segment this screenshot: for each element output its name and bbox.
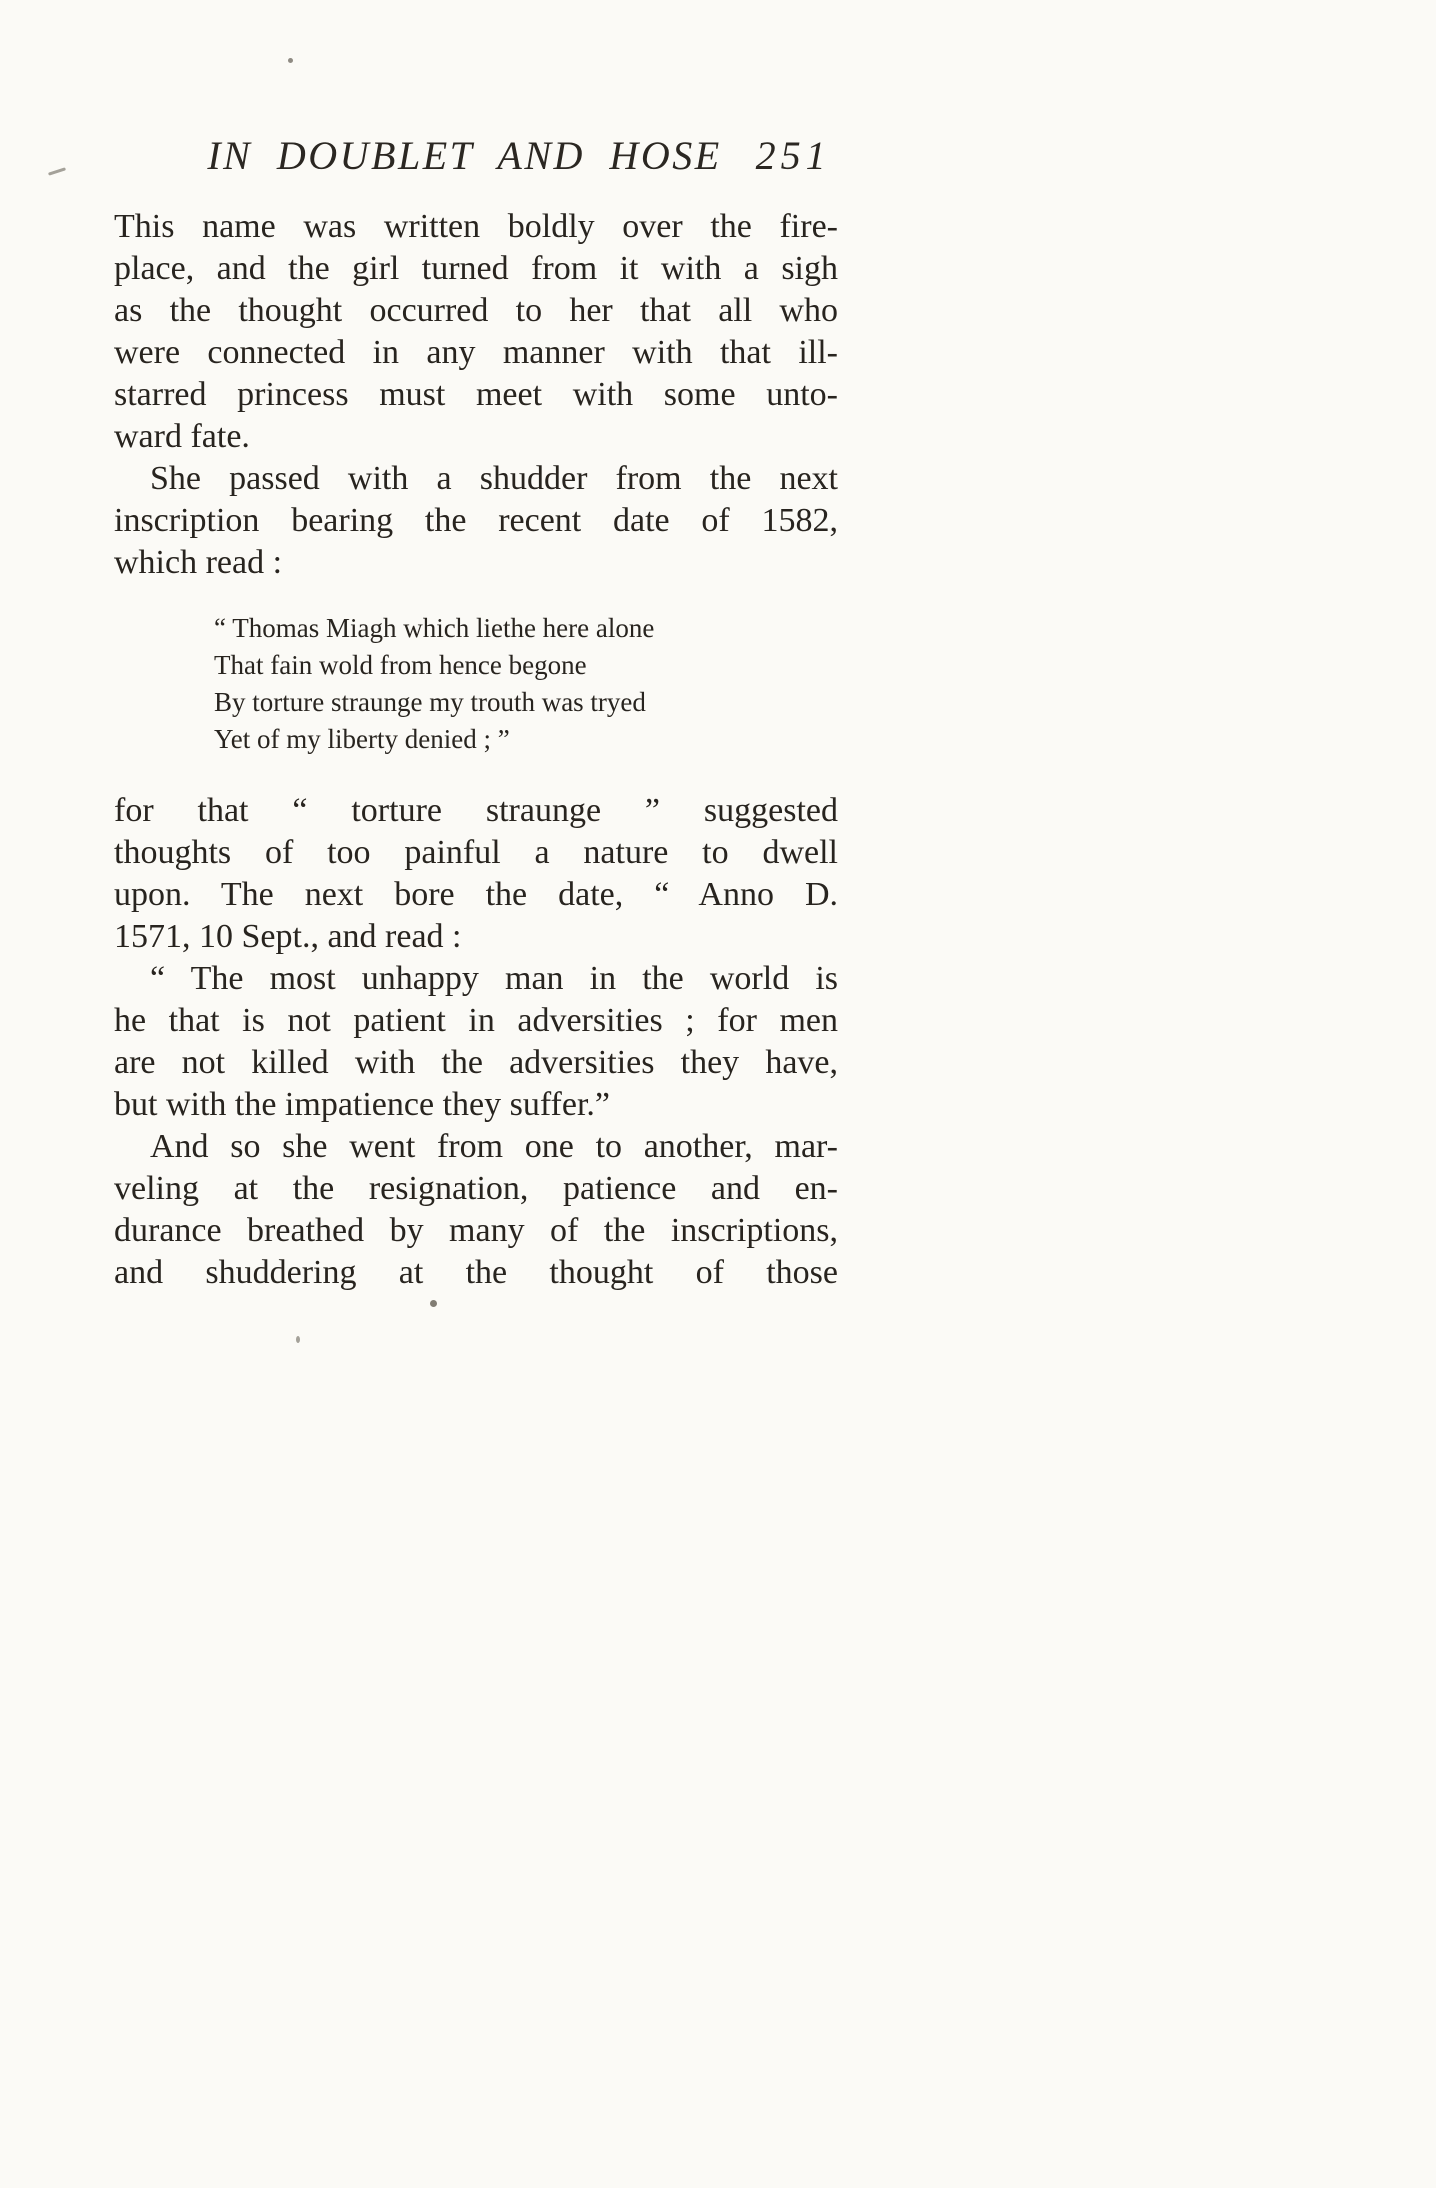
text-line: but with the impatience they suffer.”	[114, 1086, 611, 1123]
text-line: which read :	[114, 544, 283, 581]
scan-speck	[430, 1300, 437, 1307]
verse-quote	[214, 610, 838, 758]
text-line: upon. The next bore the date, “ Anno D.	[114, 876, 838, 913]
text-line: And so she went from one to another, mar-	[150, 1128, 838, 1165]
text-line: durance breathed by many of the inscriptions,	[114, 1212, 838, 1249]
verse-line: “ Thomas Miagh which liethe here alone	[214, 613, 655, 643]
text-line: “ The most unhappy man in the world is	[150, 960, 838, 997]
paragraph	[114, 1126, 838, 1294]
text-line: 1571, 10 Sept., and read :	[114, 918, 462, 955]
text-line: as the thought occurred to her that all who	[114, 292, 838, 329]
page-number: 251	[755, 133, 831, 178]
scan-speck	[296, 1336, 300, 1343]
text-line: ward fate.	[114, 418, 250, 455]
text-line: he that is not patient in adversities ; for men	[114, 1002, 838, 1039]
text-line: starred princess must meet with some unto-	[114, 376, 838, 413]
text-line: This name was written boldly over the fire-	[114, 208, 838, 245]
paragraph	[114, 458, 838, 584]
paragraph	[114, 206, 838, 458]
running-header	[114, 130, 838, 182]
paragraph	[114, 790, 838, 958]
text-line: were connected in any manner with that ill-	[114, 334, 838, 371]
text-line: She passed with a shudder from the next	[150, 460, 838, 497]
text-line: inscription bearing the recent date of 1582,	[114, 502, 838, 539]
text-column	[114, 130, 838, 1294]
text-line: place, and the girl turned from it with a sigh	[114, 250, 838, 287]
text-line: thoughts of too painful a nature to dwell	[114, 834, 838, 871]
text-line: for that “ torture straunge ” suggested	[114, 792, 838, 829]
scan-speck	[48, 167, 66, 175]
chapter-title: IN DOUBLET AND HOSE	[207, 133, 722, 178]
paragraph	[114, 958, 838, 1126]
verse-line: That fain wold from hence begone	[214, 650, 587, 680]
scan-speck	[288, 58, 293, 63]
text-line: veling at the resignation, patience and en-	[114, 1170, 838, 1207]
verse-line: By torture straunge my trouth was tryed	[214, 687, 646, 717]
text-line: are not killed with the adversities they have,	[114, 1044, 838, 1081]
text-line: and shuddering at the thought of those	[114, 1254, 838, 1291]
verse-line: Yet of my liberty denied ; ”	[214, 724, 510, 754]
